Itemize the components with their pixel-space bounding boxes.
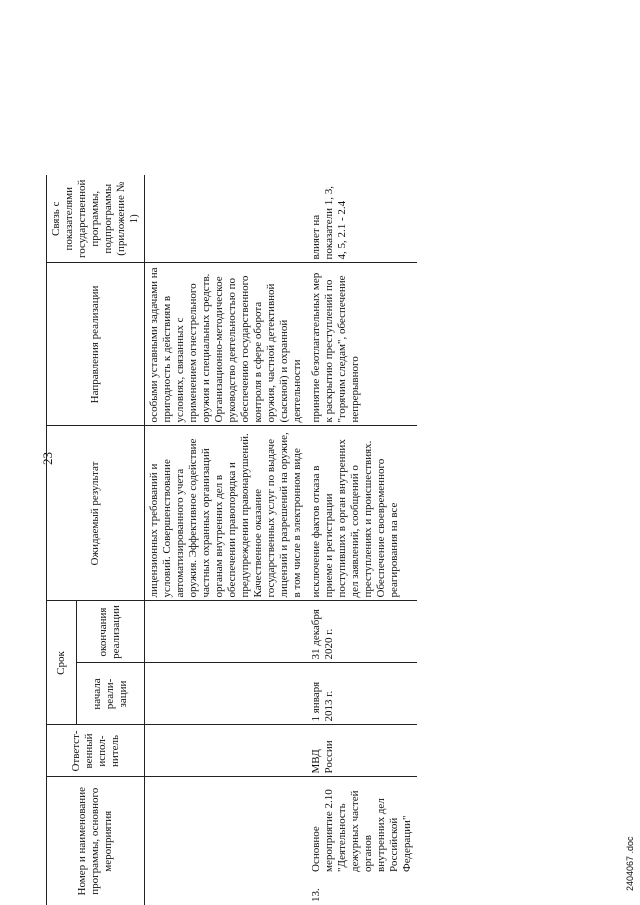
header-term: Срок bbox=[47, 601, 77, 725]
row-13-end: 31 декабря 2020 г. bbox=[307, 601, 417, 663]
header-executor: Ответст-венный испол-нитель bbox=[47, 725, 145, 777]
program-table bbox=[46, 175, 417, 905]
row-13-start: 1 января 2013 г. bbox=[307, 663, 417, 725]
continuation-row bbox=[145, 175, 308, 905]
table-row bbox=[307, 175, 417, 905]
continuation-result: лицензионных требований и условий. Совершенствование автоматизированного учета оружия. Эффективное содействие частных охранных организаций органам внутренних дел в обеспечении правопорядка и предупреждении правонарушений. Качественное оказание государственных услуг по выдаче лицензий и разрешений на оружие, в том числе в электронном виде bbox=[145, 426, 308, 601]
header-number-name: Номер и наименование программы, основного мероприятия bbox=[47, 777, 145, 905]
page-number: 23 bbox=[40, 452, 55, 465]
row-13-executor: МВД России bbox=[307, 725, 417, 777]
row-13-link: влияет на показатели 1, 3, 4, 5, 2.1 - 2.4 bbox=[307, 175, 417, 263]
row-13-directions: принятие безотлагательных мер к раскрытию преступлений по "горячим следам", обеспечение непрерывного bbox=[307, 263, 417, 426]
header-directions: Направления реализации bbox=[47, 263, 145, 426]
header-end: окончания реализации bbox=[76, 601, 144, 663]
header-link: Связь с показателями государственной программы, подпрограммы (приложение № 1) bbox=[47, 175, 145, 263]
header-start: начала реали-зации bbox=[76, 663, 144, 725]
header-result: Ожидаемый результат bbox=[47, 426, 145, 601]
row-13-number: 13. bbox=[310, 888, 322, 902]
row-13-name: Основное мероприятие 2.10 "Деятельность дежурных частей органов внутренних дел Российской Федерации" bbox=[310, 789, 413, 872]
row-13-result: исключение фактов отказа в приеме и регистрации поступивших в орган внутренних дел заявлений, сообщений о преступлениях и происшествиях. Обеспечение своевременного реагирования на все bbox=[307, 426, 417, 601]
row-13-number-name bbox=[307, 777, 417, 905]
footer-code: 2404067 .doc bbox=[625, 836, 635, 891]
continuation-directions: особыми уставными задачами на пригодность к действиям в условиях, связанных с применением огнестрельного оружия и специальных средств. Организационно-методическое руководство деятельностью по обеспечению государственного контроля в сфере оборота оружия, частной детективной (сыскной) и охранной деятельности bbox=[145, 263, 308, 426]
